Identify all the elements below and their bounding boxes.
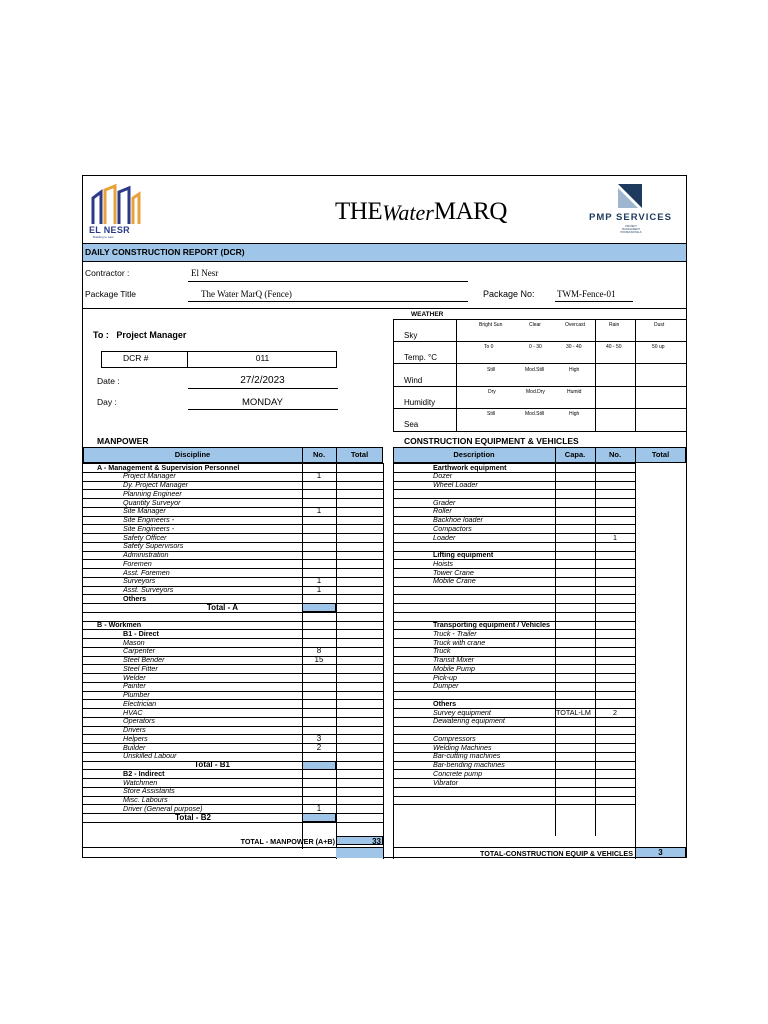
manpower-a-row: Asst. Foremen: [123, 567, 170, 577]
dcr-sheet: [82, 175, 687, 858]
manpower-b1-row: Mason: [123, 637, 145, 647]
others-label: Others: [123, 593, 147, 603]
grand-total-label: TOTAL - MANPOWER (A+B): [240, 837, 335, 846]
manpower-b1-row: Helpers: [123, 733, 148, 743]
equipment-title: CONSTRUCTION EQUIPMENT & VEHICLES: [404, 436, 579, 446]
col-total: Total: [350, 450, 369, 459]
transport-row: Mobile Pump: [433, 663, 475, 673]
manpower-b1-row: Operators: [123, 716, 155, 726]
lifting-row: Mobile Crane: [433, 576, 476, 586]
manpower-b1-row-count[interactable]: 2: [316, 742, 322, 752]
day-value[interactable]: MONDAY: [242, 397, 283, 408]
manpower-a-row: Safety Officer: [123, 532, 167, 542]
pmp-tagline: PROJECT MANAGEMENT PROFESSIONALS: [620, 225, 642, 234]
weather-sky-opt-4[interactable]: Rain: [609, 322, 620, 328]
col-description: Description: [453, 450, 495, 459]
others-equip-row-count[interactable]: 2: [613, 707, 617, 717]
section-b-title: B - Workmen: [97, 620, 142, 629]
manpower-b1-row-count[interactable]: 3: [316, 733, 322, 743]
manpower-b1-row: Steel Bender: [123, 655, 165, 664]
transport-row: Truck: [433, 646, 451, 656]
weather-temp-label: Temp. °C: [404, 353, 437, 362]
transport-row: Truck with crane: [433, 637, 486, 647]
manpower-b1-row-count[interactable]: 15: [314, 655, 324, 664]
weather-sea-label: Sea: [404, 420, 419, 429]
transport-row: Pick-up: [433, 672, 457, 682]
pmp-emblem-icon: [618, 184, 642, 208]
el-nesr-tagline: Building to Last: [93, 235, 114, 239]
manpower-b1-row: Electrician: [123, 698, 157, 708]
el-nesr-logo: [87, 184, 145, 238]
b2-title: B2 - Indirect: [123, 768, 165, 778]
manpower-b2-row: Store Assistants: [123, 786, 175, 796]
weather-sea-opt-2[interactable]: Mod.Still: [525, 411, 545, 417]
weather-sky-label: Sky: [404, 331, 418, 340]
header-logos: [83, 176, 688, 243]
manpower-a-row: Foremen: [123, 558, 152, 568]
contractor-value[interactable]: El Nesr: [191, 268, 219, 278]
manpower-b2-row: Misc. Labours: [123, 795, 168, 804]
others-equip-row: Dewatering equipment: [433, 716, 505, 726]
earthwork-title: Earthwork equipment: [433, 462, 507, 472]
weather-humidity-opt-2[interactable]: Mod.Dry: [526, 389, 545, 395]
report-title-bar: [83, 243, 686, 262]
earthwork-row: Compactors: [433, 523, 472, 533]
section-a-title: A - Management & Supervision Personnel: [97, 462, 240, 472]
date-label: Date :: [97, 376, 120, 386]
manpower-a-row: Dy. Project Manager: [123, 480, 188, 489]
manpower-b1-row: Painter: [123, 681, 146, 691]
manpower-a-row: Quantity Surveyor: [123, 497, 181, 507]
others-equip-row: Bar-bending machines: [433, 760, 505, 769]
package-title-value[interactable]: The Water MarQ (Fence): [201, 289, 292, 299]
others-equip-row: Bar-cutting machines: [433, 751, 501, 761]
contractor-label: Contractor :: [85, 268, 130, 278]
manpower-b2-row: Driver (General purpose): [123, 803, 203, 813]
manpower-title: MANPOWER: [97, 436, 149, 446]
manpower-a-row-count[interactable]: 1: [316, 576, 322, 586]
total-b1-box: [302, 761, 336, 770]
weather-humidity-opt-1[interactable]: Dry: [488, 389, 496, 395]
earthwork-row: Loader: [433, 532, 456, 542]
weather-sky-opt-5[interactable]: Dust: [654, 322, 665, 328]
to-value: Project Manager: [116, 330, 187, 340]
package-title-label: Package Title: [85, 289, 137, 299]
weather-wind-opt-2[interactable]: Mod.Still: [525, 367, 545, 373]
manpower-a-row: Planning Engineer: [123, 488, 182, 498]
weather-humidity-label: Humidity: [404, 398, 436, 407]
earthwork-row: Backhoe loader: [433, 515, 483, 524]
others-equip-title: Others: [433, 698, 457, 708]
col-discipline: Discipline: [174, 450, 211, 459]
transport-row: Truck - Trailer: [433, 628, 477, 638]
eq-grand-total-label: TOTAL-CONSTRUCTION EQUIP & VEHICLES: [480, 849, 633, 858]
others-equip-row: Concrete pump: [433, 768, 483, 778]
manpower-a-row: Site Engineers -: [123, 523, 175, 533]
others-equip-row: Compressors: [433, 733, 476, 743]
col-eq-total: Total: [651, 450, 670, 459]
manpower-b1-row-count[interactable]: 8: [316, 646, 322, 656]
weather-temp-opt-1[interactable]: To 0: [484, 344, 494, 350]
el-nesr-wordmark: EL NESR: [89, 225, 130, 235]
others-equip-row: Welding Machines: [433, 742, 492, 752]
weather-sky-opt-1[interactable]: Bright Sun: [479, 322, 503, 328]
manpower-b2-row-count[interactable]: 1: [316, 803, 322, 813]
manpower-a-row: Project Manager: [123, 471, 176, 481]
weather-sea-opt-1[interactable]: Still: [487, 411, 496, 417]
manpower-a-row: Site Engineers -: [123, 515, 175, 524]
water-marq-logo: [335, 198, 507, 238]
dcr-label: DCR #: [123, 353, 149, 363]
weather-temp-opt-2[interactable]: 0 - 30: [529, 344, 542, 350]
contractor-underline: [188, 281, 468, 282]
grand-total-fill: [336, 847, 383, 858]
manpower-b1-row: Carpenter: [123, 646, 155, 656]
transport-title: Transporting equipment / Vehicles: [433, 620, 551, 629]
manpower-a-row: Site Manager: [123, 506, 166, 516]
manpower-b1-row: Steel Fitter: [123, 663, 158, 673]
total-b1-label: Total - B1: [194, 760, 230, 769]
manpower-a-row: Administration: [123, 550, 169, 559]
col-no: No.: [312, 450, 326, 459]
weather-humidity-opt-3[interactable]: Humid: [567, 389, 582, 395]
weather-wind-label: Wind: [404, 376, 423, 385]
weather-wind-opt-3[interactable]: High: [569, 367, 580, 373]
grand-total-value: 33: [372, 837, 381, 846]
eq-grand-total-value: 3: [658, 848, 663, 857]
manpower-a-row: Safety Supervisors: [123, 541, 184, 551]
lifting-row: Tower Crane: [433, 567, 474, 577]
manpower-a-row-count[interactable]: 1: [316, 585, 322, 594]
others-equip-row: Survey equipment: [433, 707, 491, 717]
others-equip-row-capa[interactable]: TOTAL-LM: [556, 708, 591, 717]
earthwork-row: Dozer: [433, 471, 453, 481]
to-label: To : Project Manager: [93, 330, 187, 340]
total-b2-label: Total - B2: [175, 812, 211, 822]
others-equip-row: Vibrator: [433, 777, 459, 787]
logo-water: Water: [382, 200, 434, 225]
earthwork-row: Wheel Loader: [433, 480, 478, 489]
manpower-a-row: Asst. Surveyors: [123, 585, 174, 594]
manpower-a-row-count[interactable]: 1: [316, 471, 322, 481]
pmp-logo: [589, 184, 685, 240]
weather-wind-opt-1[interactable]: Still: [487, 367, 496, 373]
earthwork-row-count[interactable]: 1: [613, 532, 617, 542]
weather-temp-opt-5[interactable]: 50 up: [652, 344, 665, 350]
package-title-underline: [188, 301, 468, 302]
manpower-b2-row: Watchmen: [123, 777, 158, 787]
total-a-label: Total - A: [206, 602, 238, 612]
dcr-value[interactable]: 011: [255, 353, 270, 363]
weather-temp-opt-3[interactable]: 30 - 40: [566, 344, 582, 350]
manpower-b1-row: Builder: [123, 742, 146, 752]
el-nesr-emblem-icon: [87, 184, 145, 228]
manpower-a-row-count[interactable]: 1: [316, 506, 322, 516]
total-b2-box: [302, 813, 336, 822]
weather-sea-opt-3[interactable]: High: [569, 411, 580, 417]
day-label: Day :: [97, 397, 117, 407]
package-no-value[interactable]: TWM-Fence-01: [557, 289, 616, 299]
manpower-b1-row: Drivers: [123, 725, 146, 734]
weather-title: WEATHER: [411, 311, 444, 318]
earthwork-row: Roller: [433, 506, 452, 516]
manpower-a-row: Surveyors: [123, 576, 156, 586]
earthwork-row: Grader: [433, 497, 456, 507]
date-value[interactable]: 27/2/2023: [240, 375, 285, 386]
weather-sky-opt-3[interactable]: Overcast: [565, 322, 586, 328]
col-eq-no: No.: [608, 450, 622, 459]
manpower-b1-row: Unskilled Labour: [123, 751, 177, 761]
report-title: DAILY CONSTRUCTION REPORT (DCR): [85, 247, 245, 257]
lifting-row: Hoists: [433, 558, 453, 568]
package-no-label: Package No:: [483, 289, 535, 299]
package-no-underline: [555, 301, 633, 302]
transport-row: Transit Mixer: [433, 655, 474, 664]
b1-title: B1 - Direct: [123, 628, 159, 638]
logo-the: THE: [335, 198, 383, 225]
info-divider: [83, 308, 686, 309]
transport-row: Dumper: [433, 681, 459, 691]
lifting-title: Lifting equipment: [433, 550, 494, 559]
manpower-b1-row: Welder: [123, 672, 146, 682]
pmp-wordmark: PMP SERVICES: [589, 212, 672, 223]
manpower-b1-row: HVAC: [123, 707, 143, 717]
weather-sky-opt-2[interactable]: Clear: [529, 322, 541, 328]
manpower-b1-row: Plumber: [123, 690, 150, 699]
total-a-box: [302, 603, 336, 612]
logo-marq: MARQ: [433, 198, 507, 225]
col-capa: Capa.: [564, 450, 586, 459]
weather-temp-opt-4[interactable]: 40 - 50: [606, 344, 622, 350]
